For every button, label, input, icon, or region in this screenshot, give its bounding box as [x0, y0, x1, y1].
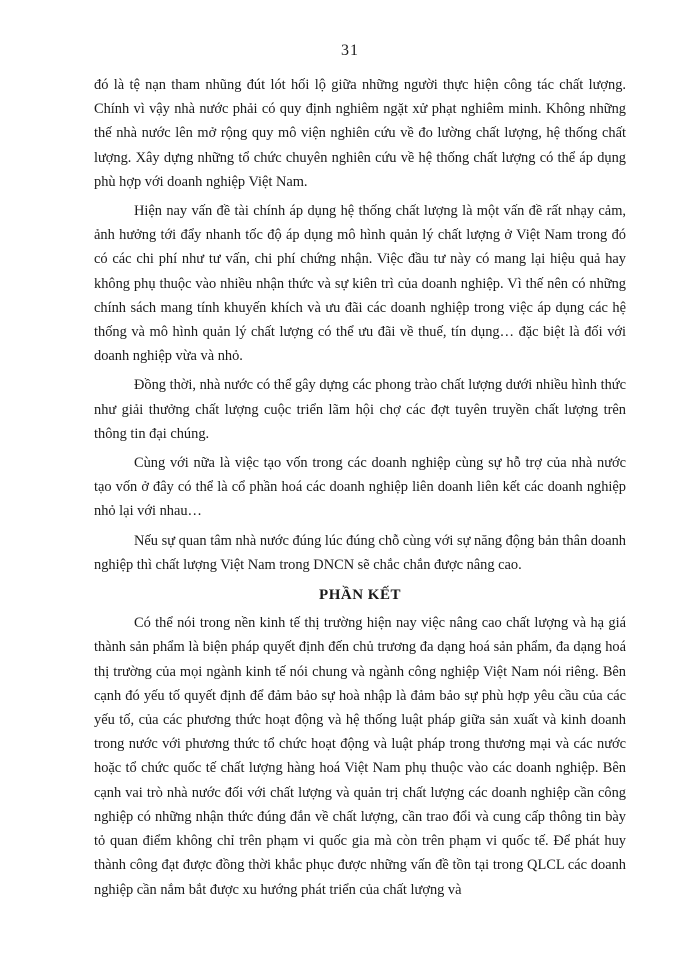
- section-heading: PHẦN KẾT: [319, 587, 401, 604]
- page-number: 31: [341, 42, 359, 59]
- paragraph-continued: đó là tệ nạn tham nhũng đút lót hối lộ giữa những người thực hiện công tác chất lượng. Chính vì vậy nhà nước phải có quy định nghiêm ngặt xử phạt nghiêm minh. Không những thế nhà nước lên mở rộng quy mô viện nghiên cứu về đo lường chất lượng, hệ thống chất lượng. Xây dựng những tổ chức chuyên nghiên cứu về hệ thống chất lượng có thể áp dụng phù hợp với doanh nghiệp Việt Nam.: [94, 77, 626, 190]
- page-body: [94, 73, 626, 902]
- paragraph-state-attention: Nếu sự quan tâm nhà nước đúng lúc đúng chỗ cùng với sự năng động bản thân doanh nghiệp thì chất lượng Việt Nam trong DNCN sẽ chắc chắn được nâng cao.: [94, 532, 626, 573]
- paragraph-capital-raising: Cùng với nữa là việc tạo vốn trong các doanh nghiệp cùng sự hỗ trợ của nhà nước tạo vốn ở đây có thể là cổ phần hoá các doanh nghiệp liên doanh liên kết các doanh nghiệp nhỏ lại với nhau…: [94, 455, 626, 520]
- paragraph-financial-issue: Hiện nay vấn đề tài chính áp dụng hệ thống chất lượng là một vấn đề rất nhạy cảm, ảnh hưởng tới đẩy nhanh tốc độ áp dụng mô hình quản lý chất lượng ở Việt Nam trong đó có các chi phí như tư vấn, chi phí chứng nhận. Việc đầu tư này có mang lại hiệu quả hay không phụ thuộc vào nhiều nhận thức và sự kiên trì của doanh nghiệp. Vì thế nên có những chính sách mang tính khuyến khích và ưu đãi các doanh nghiệp trong việc áp dụng các hệ thống và mô hình quản lý chất lượng có thể ưu đãi về thuế, tín dụng… đặc biệt là đối với doanh nghiệp vừa và nhỏ.: [94, 203, 626, 365]
- paragraph-conclusion: Có thể nói trong nền kinh tế thị trường hiện nay việc nâng cao chất lượng và hạ giá thành sản phẩm là biện pháp quyết định đến chủ trương đa dạng hoá sản phẩm, đa dạng hoá thị trường của mọi ngành kinh tế nói chung và ngành công nghiệp Việt Nam nói riêng. Bên cạnh đó yếu tố quyết định để đảm bảo sự hoà nhập là đảm bảo sự phù hợp yêu cầu của các yếu tố, của các phương thức hoạt động và hệ thống luật pháp giữa sản xuất và kinh doanh trong nước với phương thức tổ chức hoạt động và luật pháp trong thương mại và các nước hoặc tổ chức quốc tế chất lượng hàng hoá Việt Nam phụ thuộc vào các doanh nghiệp. Bên cạnh vai trò nhà nước đối với chất lượng và quản trị chất lượng các doanh nghiệp cần công nghiệp có những nhận thức đúng đắn về chất lượng, cần trao đổi và cung cấp thông tin bày tỏ quan điểm không chỉ trên phạm vi quốc gia mà còn trên phạm vi quốc tế. Để phát huy thành công đạt được đồng thời khắc phục được những vấn đề tồn tại trong QLCL các doanh nghiệp cần nắm bắt được xu hướng phát triển của chất lượng và: [94, 615, 626, 898]
- paragraph-quality-campaigns: Đồng thời, nhà nước có thể gây dựng các phong trào chất lượng dưới nhiều hình thức như giải thưởng chất lượng cuộc triển lãm hội chợ các đợt tuyên truyền chất lượng trên thông tin đại chúng.: [94, 377, 626, 442]
